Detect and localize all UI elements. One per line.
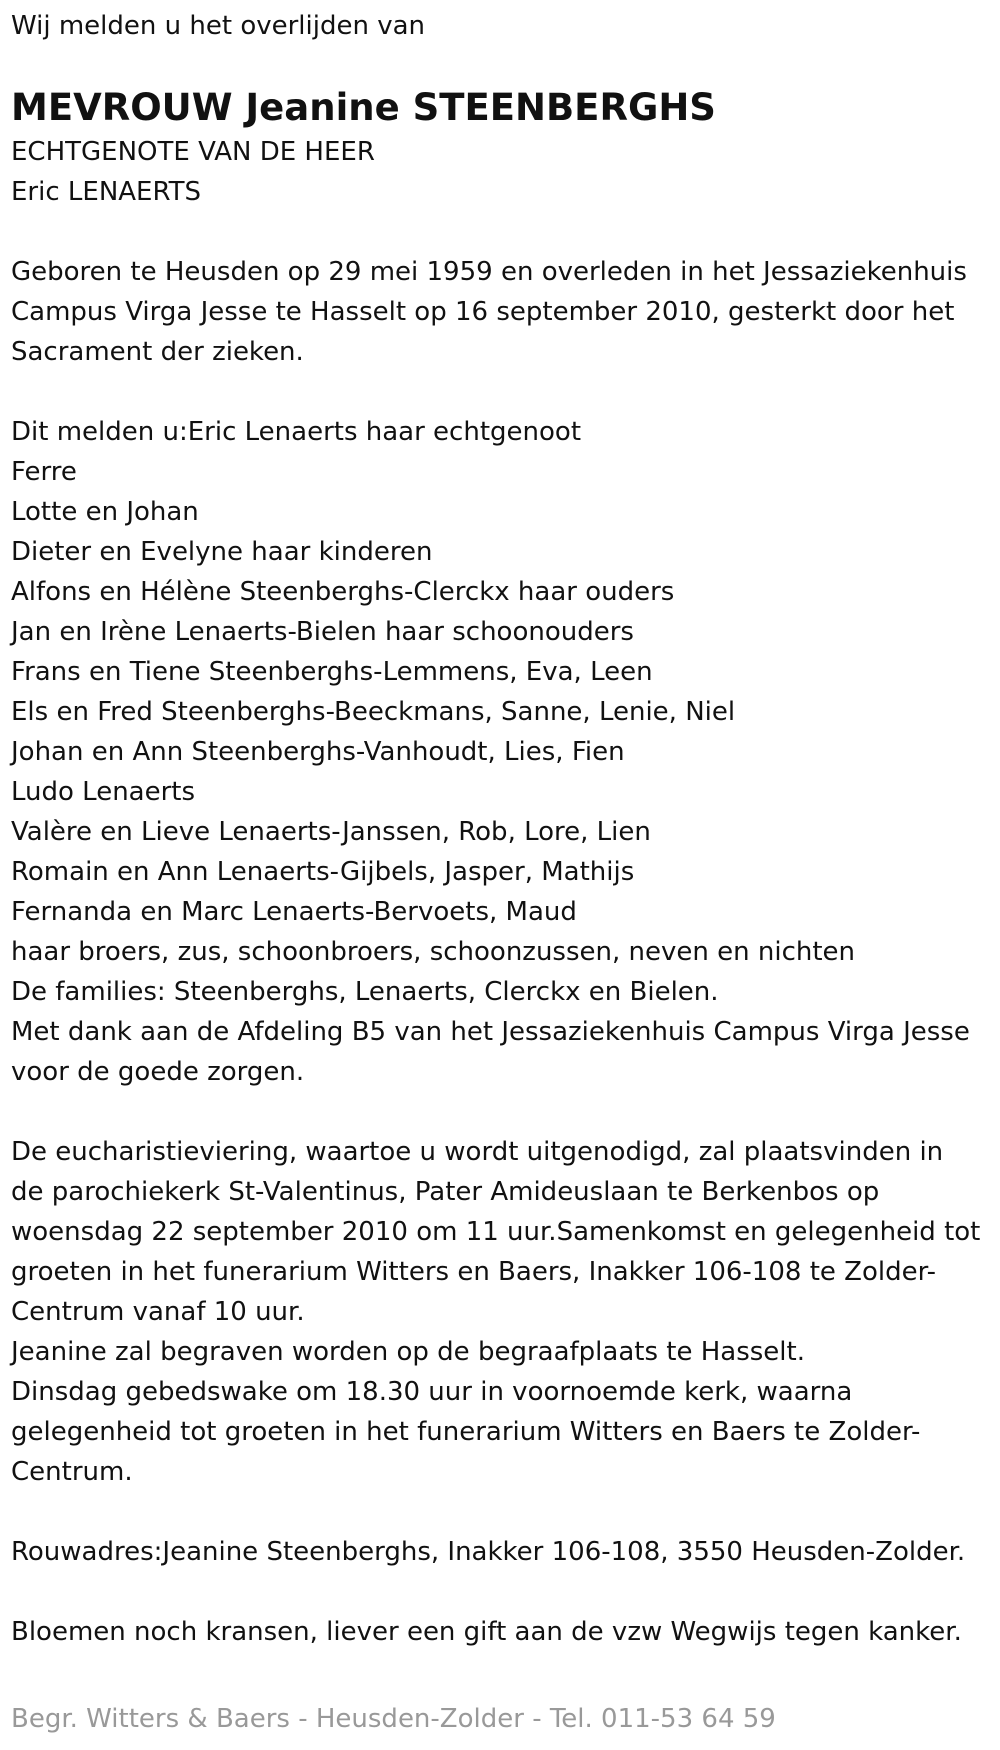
- paragraph-gap: [11, 1572, 996, 1612]
- family-line: voor de goede zorgen.: [11, 1057, 305, 1087]
- spouse-line: Eric LENAERTS: [11, 177, 202, 207]
- family-line: Dieter en Evelyne haar kinderen: [11, 537, 433, 567]
- death-notice: [11, 6, 996, 1652]
- spouse-section: [11, 132, 996, 212]
- paragraph-gap: [11, 372, 996, 412]
- family-line: Romain en Ann Lenaerts-Gijbels, Jasper, Mathijs: [11, 857, 635, 887]
- ceremony-line: groeten in het funerarium Witters en Baers, Inakker 106-108 te Zolder-: [11, 1257, 937, 1287]
- family-line: Alfons en Hélène Steenberghs-Clerckx haar ouders: [11, 577, 675, 607]
- family-line: Frans en Tiene Steenberghs-Lemmens, Eva, Leen: [11, 657, 653, 687]
- family-line: Dit melden u:Eric Lenaerts haar echtgenoot: [11, 417, 582, 447]
- birth-death-line: Sacrament der zieken.: [11, 337, 304, 367]
- ceremony-line: Dinsdag gebedswake om 18.30 uur in voornoemde kerk, waarna: [11, 1377, 853, 1407]
- ceremony-line: Centrum vanaf 10 uur.: [11, 1297, 305, 1327]
- funeral-home-footer: Begr. Witters & Baers - Heusden-Zolder - Tel. 011-53 64 59: [11, 1704, 776, 1734]
- ceremony-line: woensdag 22 september 2010 om 11 uur.Samenkomst en gelegenheid tot: [11, 1217, 981, 1247]
- spouse-line: ECHTGENOTE VAN DE HEER: [11, 137, 375, 167]
- ceremony-section: [11, 1132, 996, 1492]
- mourning-address: Rouwadres:Jeanine Steenberghs, Inakker 106-108, 3550 Heusden-Zolder.: [11, 1537, 966, 1567]
- deceased-name: MEVROUW Jeanine STEENBERGHS: [11, 86, 716, 129]
- paragraph-gap: [11, 1492, 996, 1532]
- family-line: Ferre: [11, 457, 77, 487]
- ceremony-line: Jeanine zal begraven worden op de begraafplaats te Hasselt.: [11, 1337, 805, 1367]
- family-line: Els en Fred Steenberghs-Beeckmans, Sanne, Lenie, Niel: [11, 697, 736, 727]
- flowers-note: Bloemen noch kransen, liever een gift aan de vzw Wegwijs tegen kanker.: [11, 1617, 962, 1647]
- family-section: [11, 412, 996, 1092]
- family-line: Valère en Lieve Lenaerts-Janssen, Rob, Lore, Lien: [11, 817, 651, 847]
- birth-death-line: Geboren te Heusden op 29 mei 1959 en overleden in het Jessaziekenhuis: [11, 257, 967, 287]
- ceremony-line: De eucharistieviering, waartoe u wordt uitgenodigd, zal plaatsvinden in: [11, 1137, 944, 1167]
- family-line: Jan en Irène Lenaerts-Bielen haar schoonouders: [11, 617, 634, 647]
- family-line: Met dank aan de Afdeling B5 van het Jessaziekenhuis Campus Virga Jesse: [11, 1017, 970, 1047]
- paragraph-gap: [11, 212, 996, 252]
- birth-death-section: [11, 252, 996, 372]
- ceremony-line: Centrum.: [11, 1457, 133, 1487]
- family-line: Lotte en Johan: [11, 497, 199, 527]
- family-line: haar broers, zus, schoonbroers, schoonzussen, neven en nichten: [11, 937, 856, 967]
- ceremony-line: de parochiekerk St-Valentinus, Pater Amideuslaan te Berkenbos op: [11, 1177, 880, 1207]
- family-line: De families: Steenberghs, Lenaerts, Clerckx en Bielen.: [11, 977, 719, 1007]
- family-line: Fernanda en Marc Lenaerts-Bervoets, Maud: [11, 897, 577, 927]
- paragraph-gap: [11, 1092, 996, 1132]
- birth-death-line: Campus Virga Jesse te Hasselt op 16 september 2010, gesterkt door het: [11, 297, 955, 327]
- family-line: Ludo Lenaerts: [11, 777, 196, 807]
- ceremony-line: gelegenheid tot groeten in het funerarium Witters en Baers te Zolder-: [11, 1417, 921, 1447]
- intro-text: Wij melden u het overlijden van: [11, 11, 426, 41]
- family-line: Johan en Ann Steenberghs-Vanhoudt, Lies, Fien: [11, 737, 625, 767]
